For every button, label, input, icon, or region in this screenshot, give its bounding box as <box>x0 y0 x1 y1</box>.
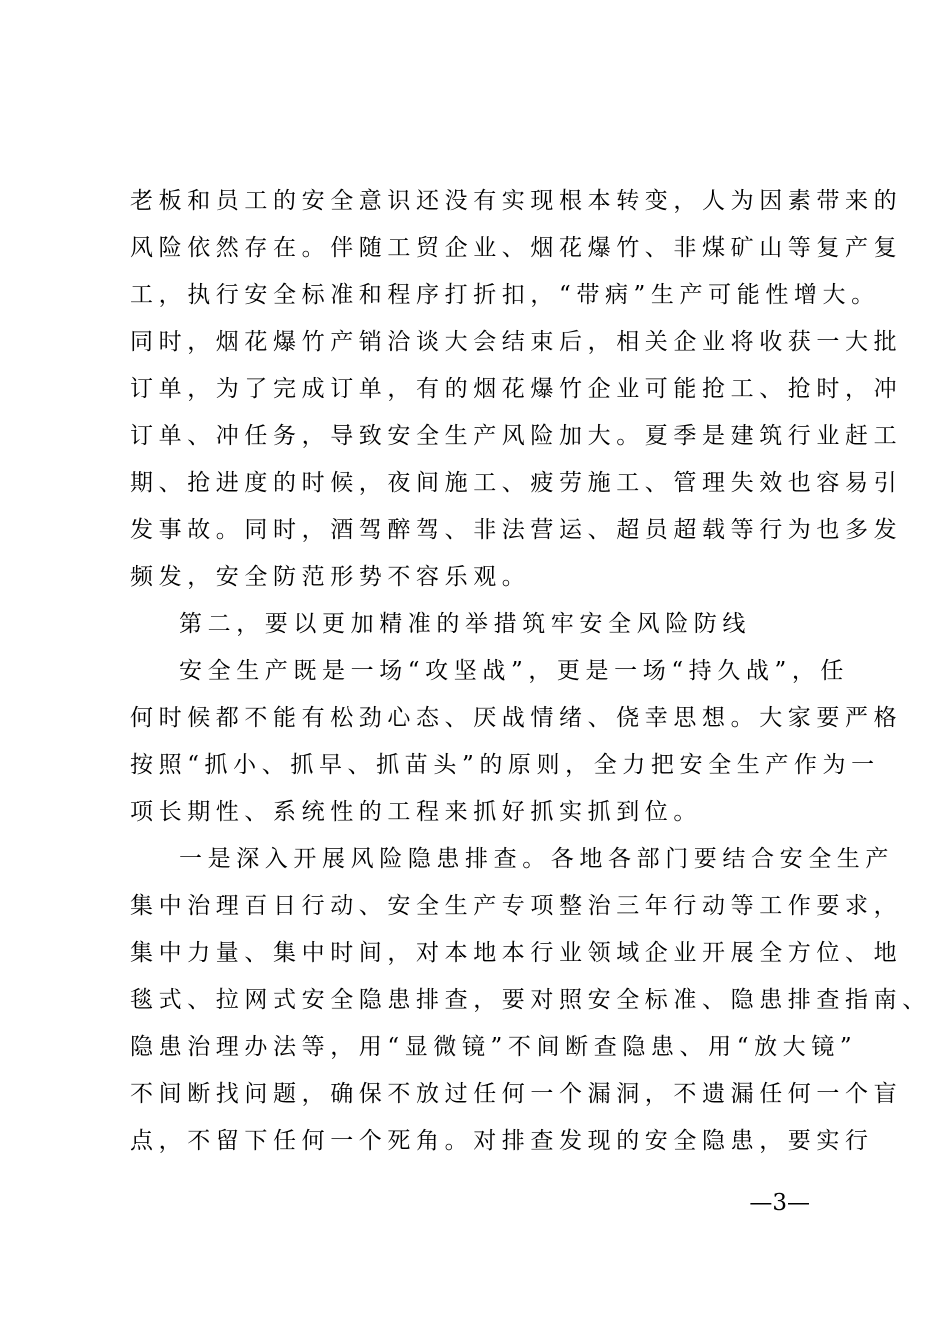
body-text-line: 频发，安全防范形势不容乐观。 <box>130 564 531 590</box>
body-text-line: 安全生产既是一场“攻坚战”，更是一场“持久战”，任 <box>179 658 850 684</box>
body-text-line: 期、抢进度的时候，夜间施工、疲劳施工、管理失效也容易引 <box>130 470 903 496</box>
body-text-line: 发事故。同时，酒驾醉驾、非法营运、超员超载等行为也多发 <box>130 517 903 543</box>
body-text-line: 一是深入开展风险隐患排查。各地各部门要结合安全生产 <box>179 846 894 872</box>
body-text-line: 何时候都不能有松劲心态、厌战情绪、侥幸思想。大家要严格 <box>130 705 903 731</box>
body-text-line: 项长期性、系统性的工程来抓好抓实抓到位。 <box>130 799 702 825</box>
body-text-line: 同时，烟花爆竹产销洽谈大会结束后，相关企业将收获一大批 <box>130 329 903 355</box>
body-text-line: 毯式、拉网式安全隐患排查，要对照安全标准、隐患排查指南、 <box>130 987 931 1013</box>
page-number: —3— <box>749 1190 810 1216</box>
body-text-line: 老板和员工的安全意识还没有实现根本转变，人为因素带来的 <box>130 188 903 214</box>
section-heading: 第二，要以更加精准的举措筑牢安全风险防线 <box>179 611 751 637</box>
body-text-line: 点，不留下任何一个死角。对排查发现的安全隐患，要实行 <box>130 1128 874 1154</box>
body-text-line: 订单，为了完成订单，有的烟花爆竹企业可能抢工、抢时，冲 <box>130 376 903 402</box>
body-text-line: 订单、冲任务，导致安全生产风险加大。夏季是建筑行业赶工 <box>130 423 903 449</box>
body-text-line: 集中力量、集中时间，对本地本行业领域企业开展全方位、地 <box>130 940 903 966</box>
body-text-line: 风险依然存在。伴随工贸企业、烟花爆竹、非煤矿山等复产复 <box>130 235 903 261</box>
body-text-line: 集中治理百日行动、安全生产专项整治三年行动等工作要求， <box>130 893 903 919</box>
body-text-line: 工，执行安全标准和程序打折扣，“带病”生产可能性增大。 <box>130 282 880 308</box>
body-text-line: 不间断找问题，确保不放过任何一个漏洞，不遗漏任何一个盲 <box>130 1081 903 1107</box>
body-text-line: 按照“抓小、抓早、抓苗头”的原则，全力把安全生产作为一 <box>130 752 880 778</box>
body-text-line: 隐患治理办法等，用“显微镜”不间断查隐患、用“放大镜” <box>130 1034 858 1060</box>
